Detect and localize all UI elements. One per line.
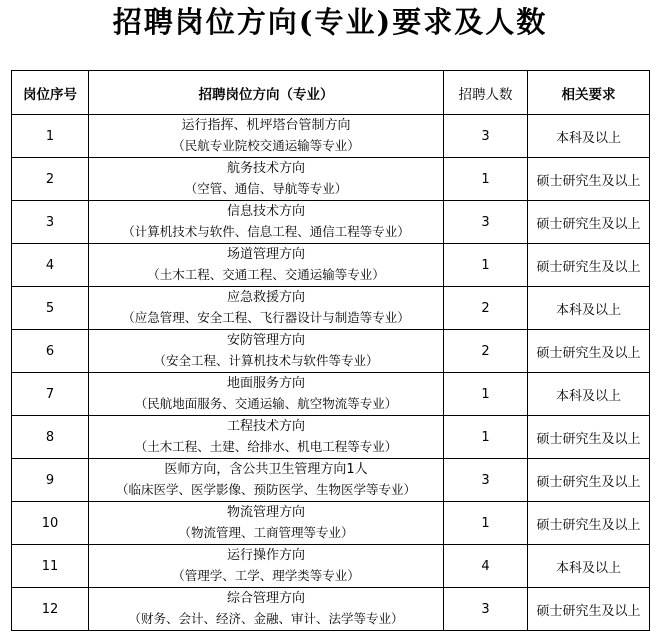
header-direction: 招聘岗位方向（专业）: [89, 71, 444, 115]
cell-seq: 5: [12, 287, 89, 330]
direction-name: 运行操作方向: [226, 548, 305, 563]
cell-requirement: 硕士研究生及以上: [528, 158, 650, 201]
cell-requirement: 硕士研究生及以上: [528, 588, 650, 631]
direction-majors: （物流管理、工商管理等专业）: [178, 525, 354, 540]
table-row: [12, 201, 650, 244]
cell-seq: 10: [12, 502, 89, 545]
table-row: [12, 459, 650, 502]
cell-direction: [89, 115, 444, 158]
direction-majors: （土木工程、土建、给排水、机电工程等专业）: [134, 439, 398, 454]
cell-count: 1: [444, 158, 528, 201]
cell-count: 1: [444, 373, 528, 416]
direction-majors: （民航地面服务、交通运输、航空物流等专业）: [134, 396, 398, 411]
direction-majors: （土木工程、交通工程、交通运输等专业）: [147, 267, 385, 282]
cell-count: 2: [444, 287, 528, 330]
cell-requirement: 本科及以上: [528, 545, 650, 588]
cell-direction: [89, 545, 444, 588]
direction-name: 航务技术方向: [226, 161, 305, 176]
cell-count: 3: [444, 201, 528, 244]
cell-count: 4: [444, 545, 528, 588]
cell-requirement: 硕士研究生及以上: [528, 244, 650, 287]
cell-direction: [89, 201, 444, 244]
cell-direction: [89, 373, 444, 416]
table-row: [12, 502, 650, 545]
cell-seq: 1: [12, 115, 89, 158]
cell-requirement: 硕士研究生及以上: [528, 330, 650, 373]
direction-name: 应急救援方向: [226, 290, 305, 305]
cell-seq: 6: [12, 330, 89, 373]
cell-direction: [89, 244, 444, 287]
cell-direction: [89, 287, 444, 330]
direction-name: 综合管理方向: [226, 591, 305, 606]
cell-direction: [89, 158, 444, 201]
cell-requirement: 硕士研究生及以上: [528, 459, 650, 502]
table-body: [12, 115, 650, 631]
direction-name: 信息技术方向: [226, 204, 305, 219]
direction-majors: （安全工程、计算机技术与软件等专业）: [153, 353, 379, 368]
cell-seq: 12: [12, 588, 89, 631]
cell-seq: 11: [12, 545, 89, 588]
direction-majors: （空管、通信、导航等专业）: [184, 181, 348, 196]
table-row: [12, 330, 650, 373]
direction-name: 场道管理方向: [226, 247, 305, 262]
direction-majors: （管理学、工学、理学类等专业）: [172, 568, 360, 583]
cell-requirement: 本科及以上: [528, 115, 650, 158]
header-seq: 岗位序号: [12, 71, 89, 115]
table-row: [12, 158, 650, 201]
header-requirement: 相关要求: [528, 71, 650, 115]
cell-direction: [89, 588, 444, 631]
cell-direction: [89, 459, 444, 502]
cell-count: 1: [444, 502, 528, 545]
direction-majors: （民航专业院校交通运输等专业）: [172, 138, 360, 153]
cell-count: 1: [444, 416, 528, 459]
direction-name: 医师方向，含公共卫生管理方向1人: [164, 462, 368, 477]
table-row: [12, 373, 650, 416]
page-title: 招聘岗位方向(专业)要求及人数: [112, 5, 548, 39]
table-row: [12, 416, 650, 459]
direction-majors: （临床医学、医学影像、预防医学、生物医学等专业）: [115, 482, 416, 497]
cell-seq: 2: [12, 158, 89, 201]
table-header-row: [12, 71, 650, 115]
header-count: 招聘人数: [444, 71, 528, 115]
cell-seq: 3: [12, 201, 89, 244]
cell-seq: 9: [12, 459, 89, 502]
table-row: [12, 115, 650, 158]
direction-name: 地面服务方向: [226, 376, 305, 391]
cell-count: 2: [444, 330, 528, 373]
cell-requirement: 硕士研究生及以上: [528, 502, 650, 545]
cell-count: 3: [444, 588, 528, 631]
cell-direction: [89, 416, 444, 459]
cell-seq: 4: [12, 244, 89, 287]
direction-majors: （财务、会计、经济、金融、审计、法学等专业）: [128, 611, 404, 626]
table-row: [12, 545, 650, 588]
recruitment-table: [11, 70, 650, 631]
cell-direction: [89, 502, 444, 545]
cell-requirement: 硕士研究生及以上: [528, 201, 650, 244]
cell-requirement: 本科及以上: [528, 287, 650, 330]
cell-count: 1: [444, 244, 528, 287]
table-row: [12, 287, 650, 330]
cell-requirement: 本科及以上: [528, 373, 650, 416]
cell-direction: [89, 330, 444, 373]
cell-requirement: 硕士研究生及以上: [528, 416, 650, 459]
table-row: [12, 244, 650, 287]
direction-name: 物流管理方向: [226, 505, 305, 520]
cell-seq: 7: [12, 373, 89, 416]
cell-seq: 8: [12, 416, 89, 459]
direction-majors: （计算机技术与软件、信息工程、通信工程等专业）: [122, 224, 410, 239]
direction-name: 安防管理方向: [226, 333, 305, 348]
table-row: [12, 588, 650, 631]
direction-name: 运行指挥、机坪塔台管制方向: [181, 118, 351, 133]
direction-name: 工程技术方向: [226, 419, 305, 434]
cell-count: 3: [444, 459, 528, 502]
direction-majors: （应急管理、安全工程、飞行器设计与制造等专业）: [122, 310, 410, 325]
cell-count: 3: [444, 115, 528, 158]
